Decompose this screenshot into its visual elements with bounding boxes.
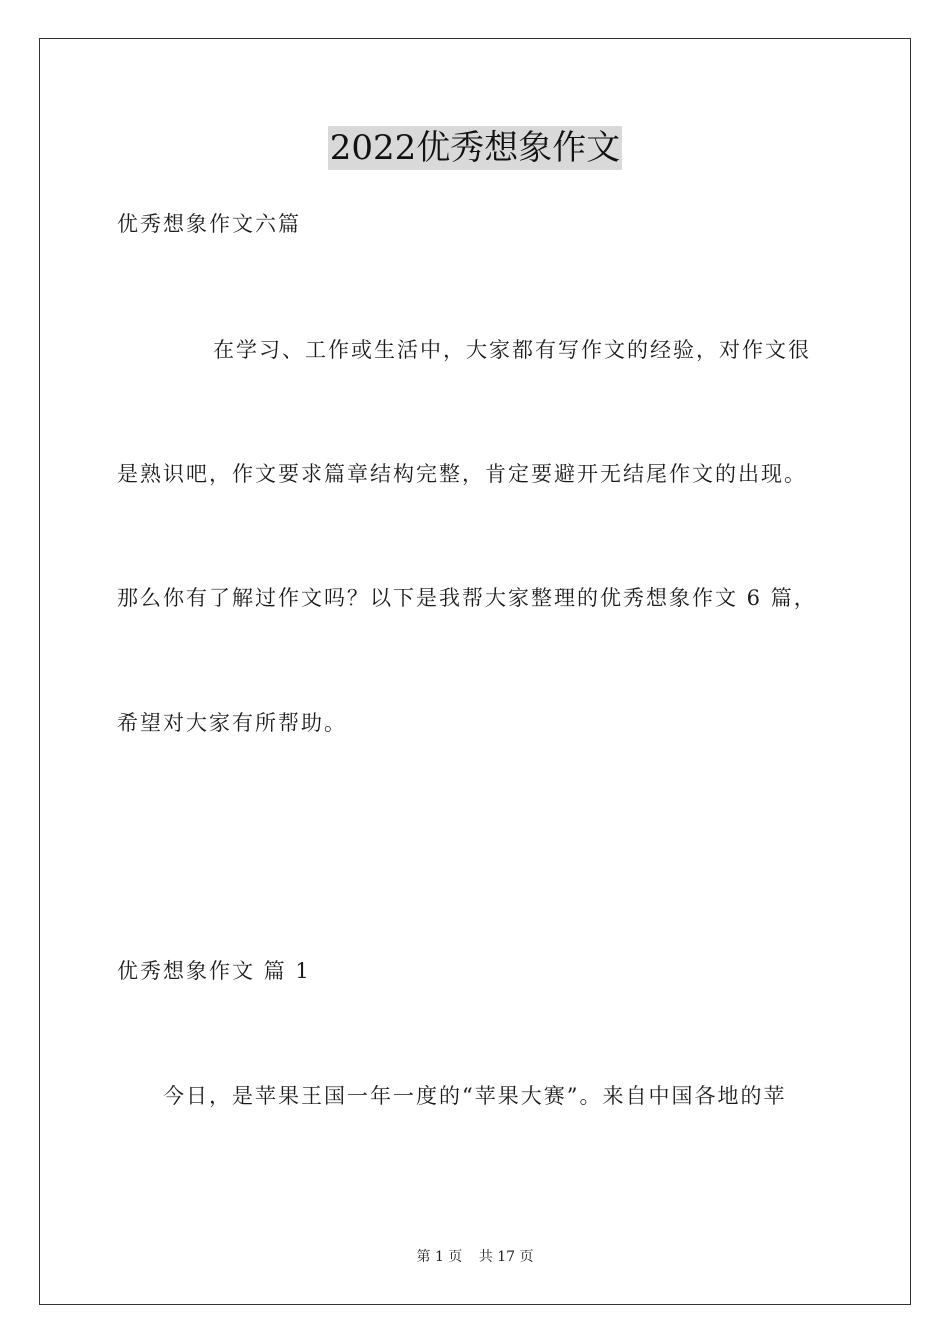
title-container xyxy=(0,126,950,170)
section-first-line: 今日，是苹果王国一年一度的“苹果大赛”。来自中国各地的苹 xyxy=(163,1084,787,1108)
document-subtitle: 优秀想象作文六篇 xyxy=(117,212,301,236)
document-title: 2022优秀想象作文 xyxy=(329,128,621,168)
intro-line-2: 是熟识吧，作文要求篇章结构完整，肯定要避开无结尾作文的出现。 xyxy=(117,462,807,486)
page-number-total: 共 17 页 xyxy=(478,1249,534,1265)
intro-line-4: 希望对大家有所帮助。 xyxy=(117,711,347,735)
intro-line-3: 那么你有了解过作文吗？以下是我帮大家整理的优秀想象作文 6 篇， xyxy=(117,586,817,610)
section-heading: 优秀想象作文 篇 1 xyxy=(117,959,311,983)
intro-line-1: 在学习、工作或生活中，大家都有写作文的经验，对作文很 xyxy=(213,338,811,362)
page-number-current: 第 1 页 xyxy=(416,1249,463,1265)
page-footer xyxy=(0,1247,950,1267)
